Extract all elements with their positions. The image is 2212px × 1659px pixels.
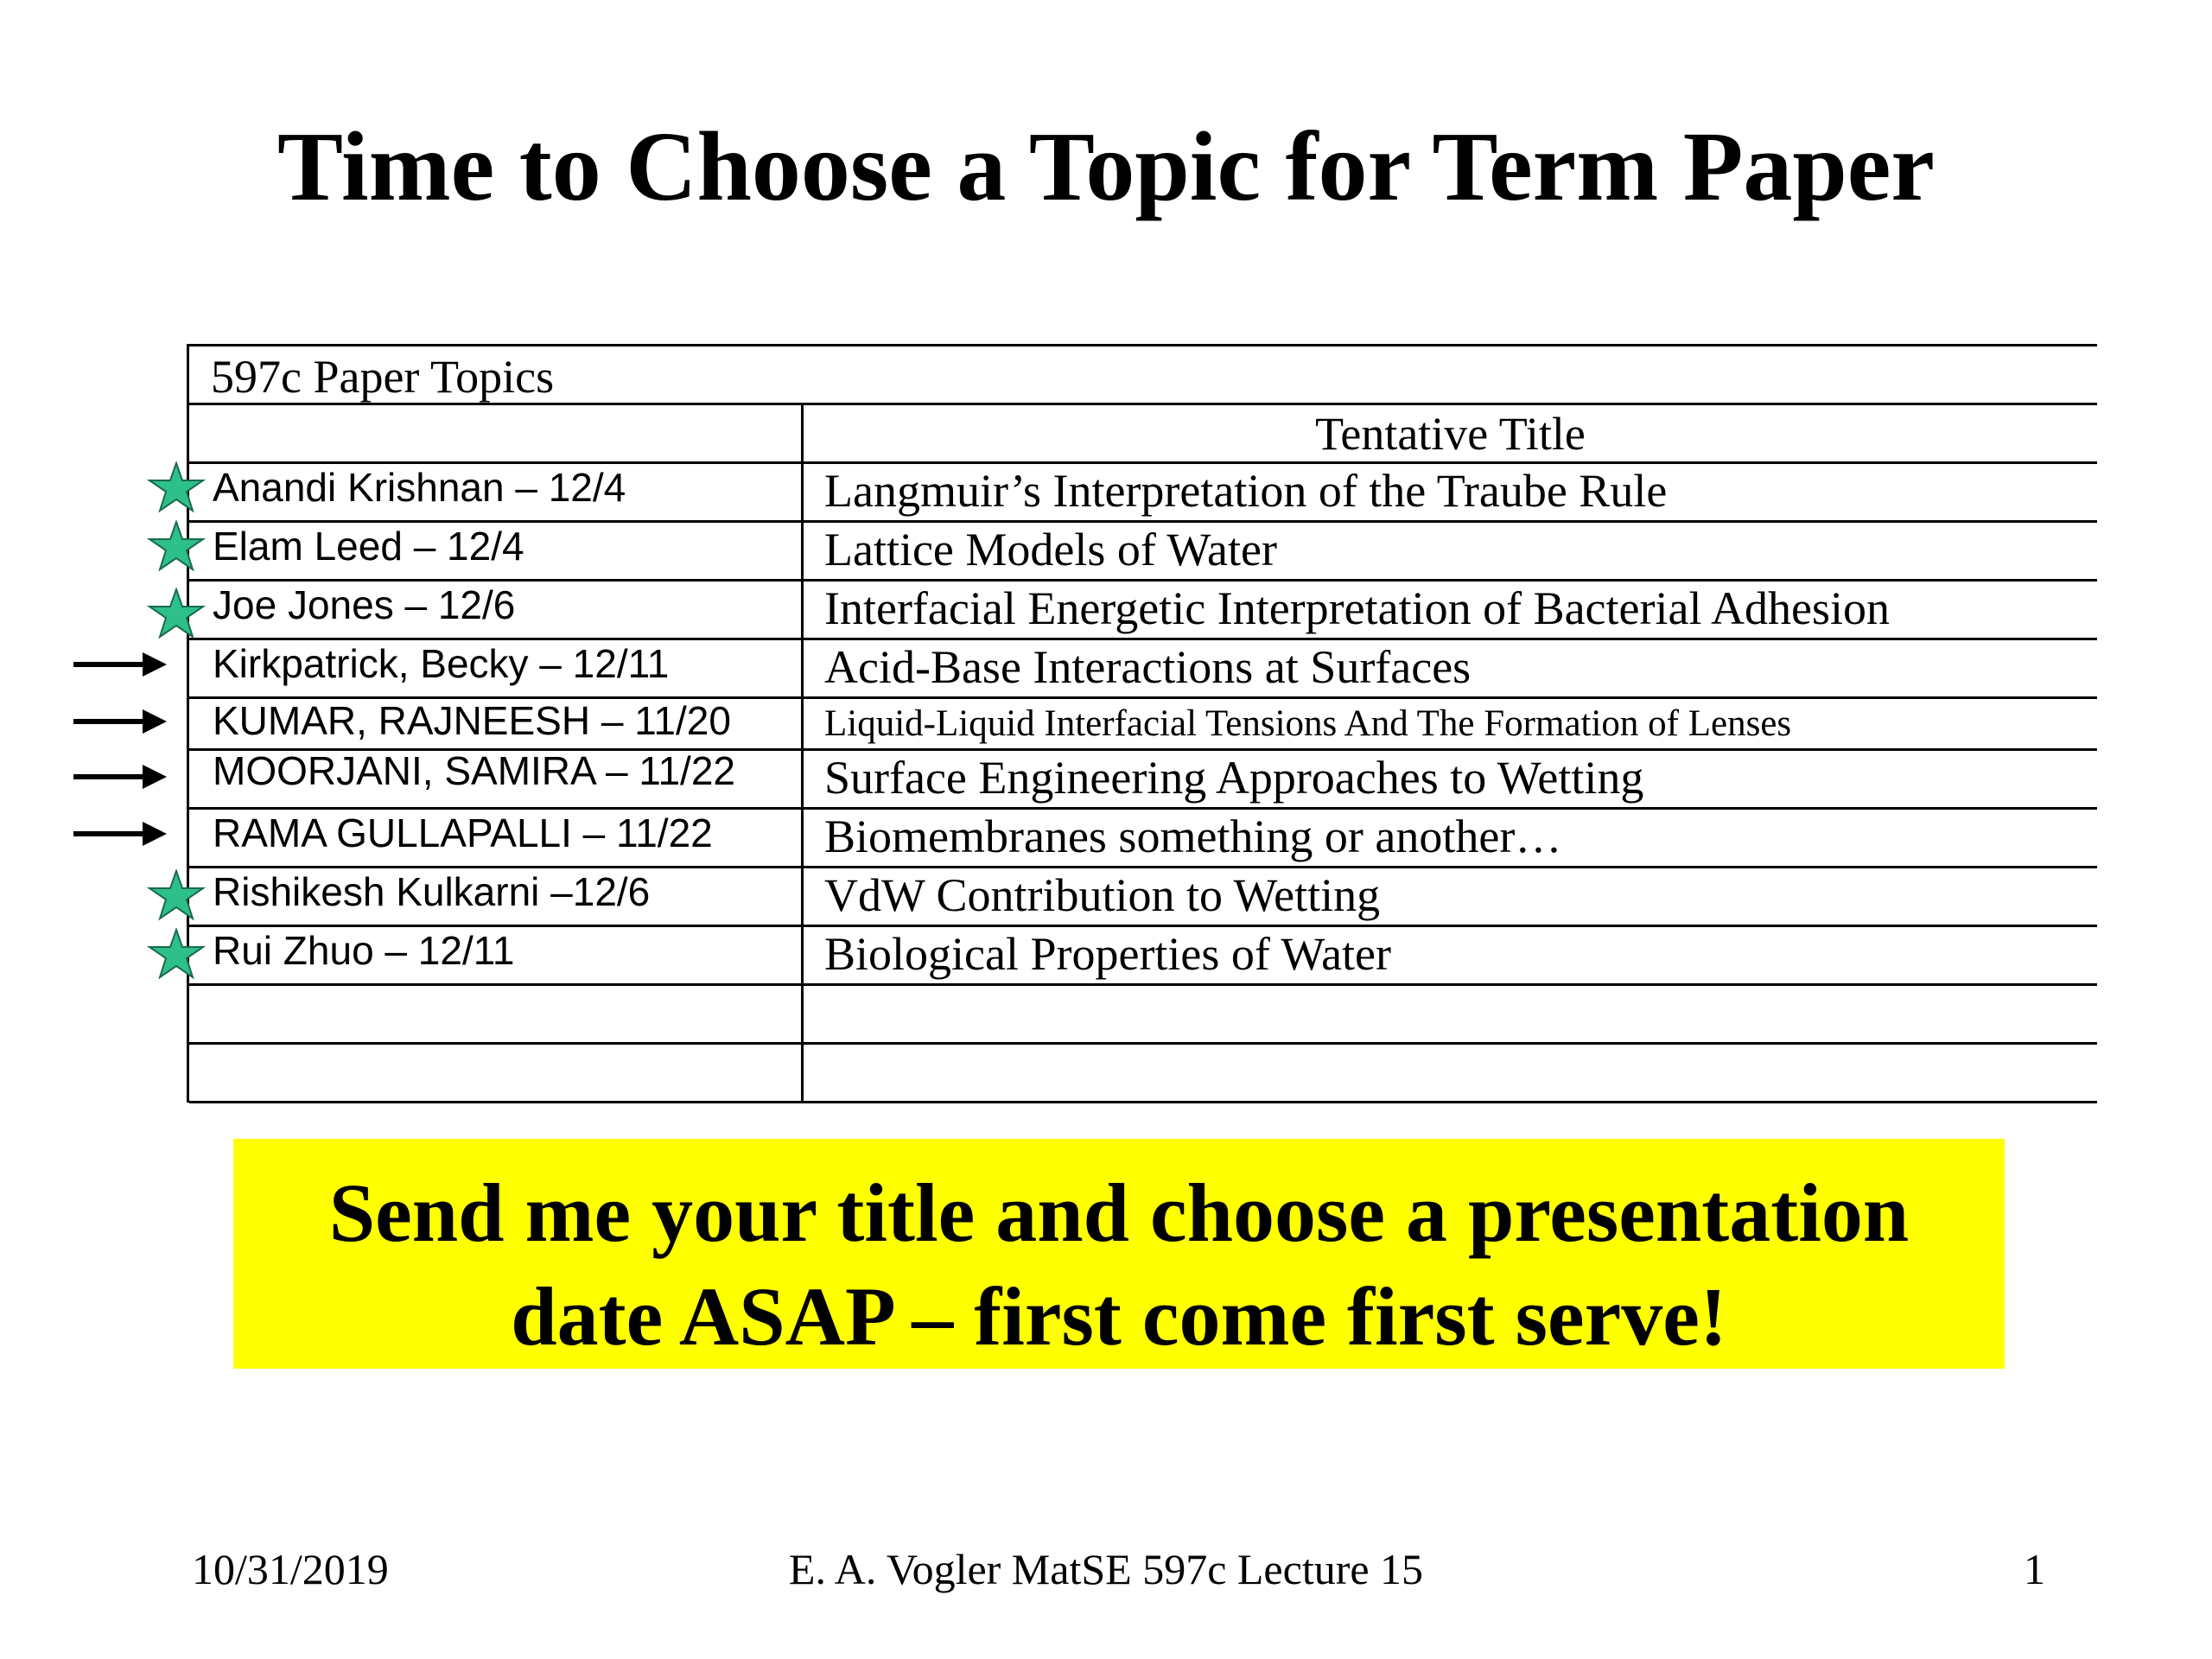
paper-title: Biological Properties of Water: [824, 928, 1391, 980]
table-row-empty: [189, 1042, 2097, 1101]
star-icon: [146, 928, 207, 980]
paper-title: Biomembranes something or another…: [824, 810, 1562, 862]
star-icon: [146, 869, 207, 921]
arrow-right-icon: [73, 819, 168, 849]
column-header-tentative-title: Tentative Title: [1315, 408, 1586, 460]
arrow-right-icon: [73, 762, 168, 791]
footer-course-label: E. A. Vogler MatSE 597c Lecture 15: [788, 1545, 1424, 1593]
student-name: Anandi Krishnan – 12/4: [213, 465, 626, 510]
student-name: MOORJANI, SAMIRA – 11/22: [213, 748, 736, 793]
table-border-bottom: [189, 1101, 2097, 1103]
student-name: Elam Leed – 12/4: [213, 524, 524, 569]
footer-date: 10/31/2019: [192, 1545, 389, 1593]
arrow-right-icon: [73, 707, 168, 736]
paper-title: Langmuir’s Interpretation of the Traube Rule: [824, 465, 1668, 517]
paper-title: Surface Engineering Approaches to Wetting: [824, 752, 1644, 804]
student-name: RAMA GULLAPALLI – 11/22: [213, 810, 713, 855]
table-row: [189, 925, 2097, 983]
paper-title: Interfacial Energetic Interpretation of Bacterial Adhesion: [824, 582, 1890, 634]
announcement-callout: [233, 1139, 2005, 1369]
student-name: Kirkpatrick, Becky – 12/11: [213, 641, 670, 686]
footer-page-number: 1: [2024, 1545, 2045, 1593]
announcement-line-2: date ASAP – first come first serve!: [511, 1270, 1727, 1363]
student-name: KUMAR, RAJNEESH – 11/20: [213, 698, 731, 743]
table-row: [189, 461, 2097, 520]
table-row: [189, 748, 2097, 807]
arrow-right-icon: [73, 650, 168, 679]
paper-title: Acid-Base Interactions at Surfaces: [824, 641, 1471, 693]
paper-title: Liquid-Liquid Interfacial Tensions And The Formation of Lenses: [824, 703, 1792, 744]
table-row: [189, 638, 2097, 696]
star-icon: [146, 588, 207, 639]
table-row: [189, 696, 2097, 748]
table-row-empty: [189, 983, 2097, 1042]
slide-title: Time to Choose a Topic for Term Paper: [277, 111, 1935, 221]
paper-title: Lattice Models of Water: [824, 524, 1277, 575]
table-row: [189, 866, 2097, 925]
star-icon: [146, 520, 207, 572]
paper-title: VdW Contribution to Wetting: [824, 869, 1381, 921]
paper-topics-table: [187, 344, 2097, 1103]
table-row: [189, 520, 2097, 579]
student-name: Rishikesh Kulkarni –12/6: [213, 869, 651, 914]
student-name: Rui Zhuo – 12/11: [213, 928, 515, 973]
table-border-top: [189, 344, 2097, 346]
table-caption: 597c Paper Topics: [211, 351, 555, 403]
table-row: [189, 807, 2097, 866]
announcement-text: [233, 1161, 2005, 1369]
announcement-line-1: Send me your title and choose a presentation: [328, 1166, 1910, 1259]
star-icon: [146, 461, 207, 513]
table-row: [189, 579, 2097, 638]
student-name: Joe Jones – 12/6: [213, 582, 516, 627]
